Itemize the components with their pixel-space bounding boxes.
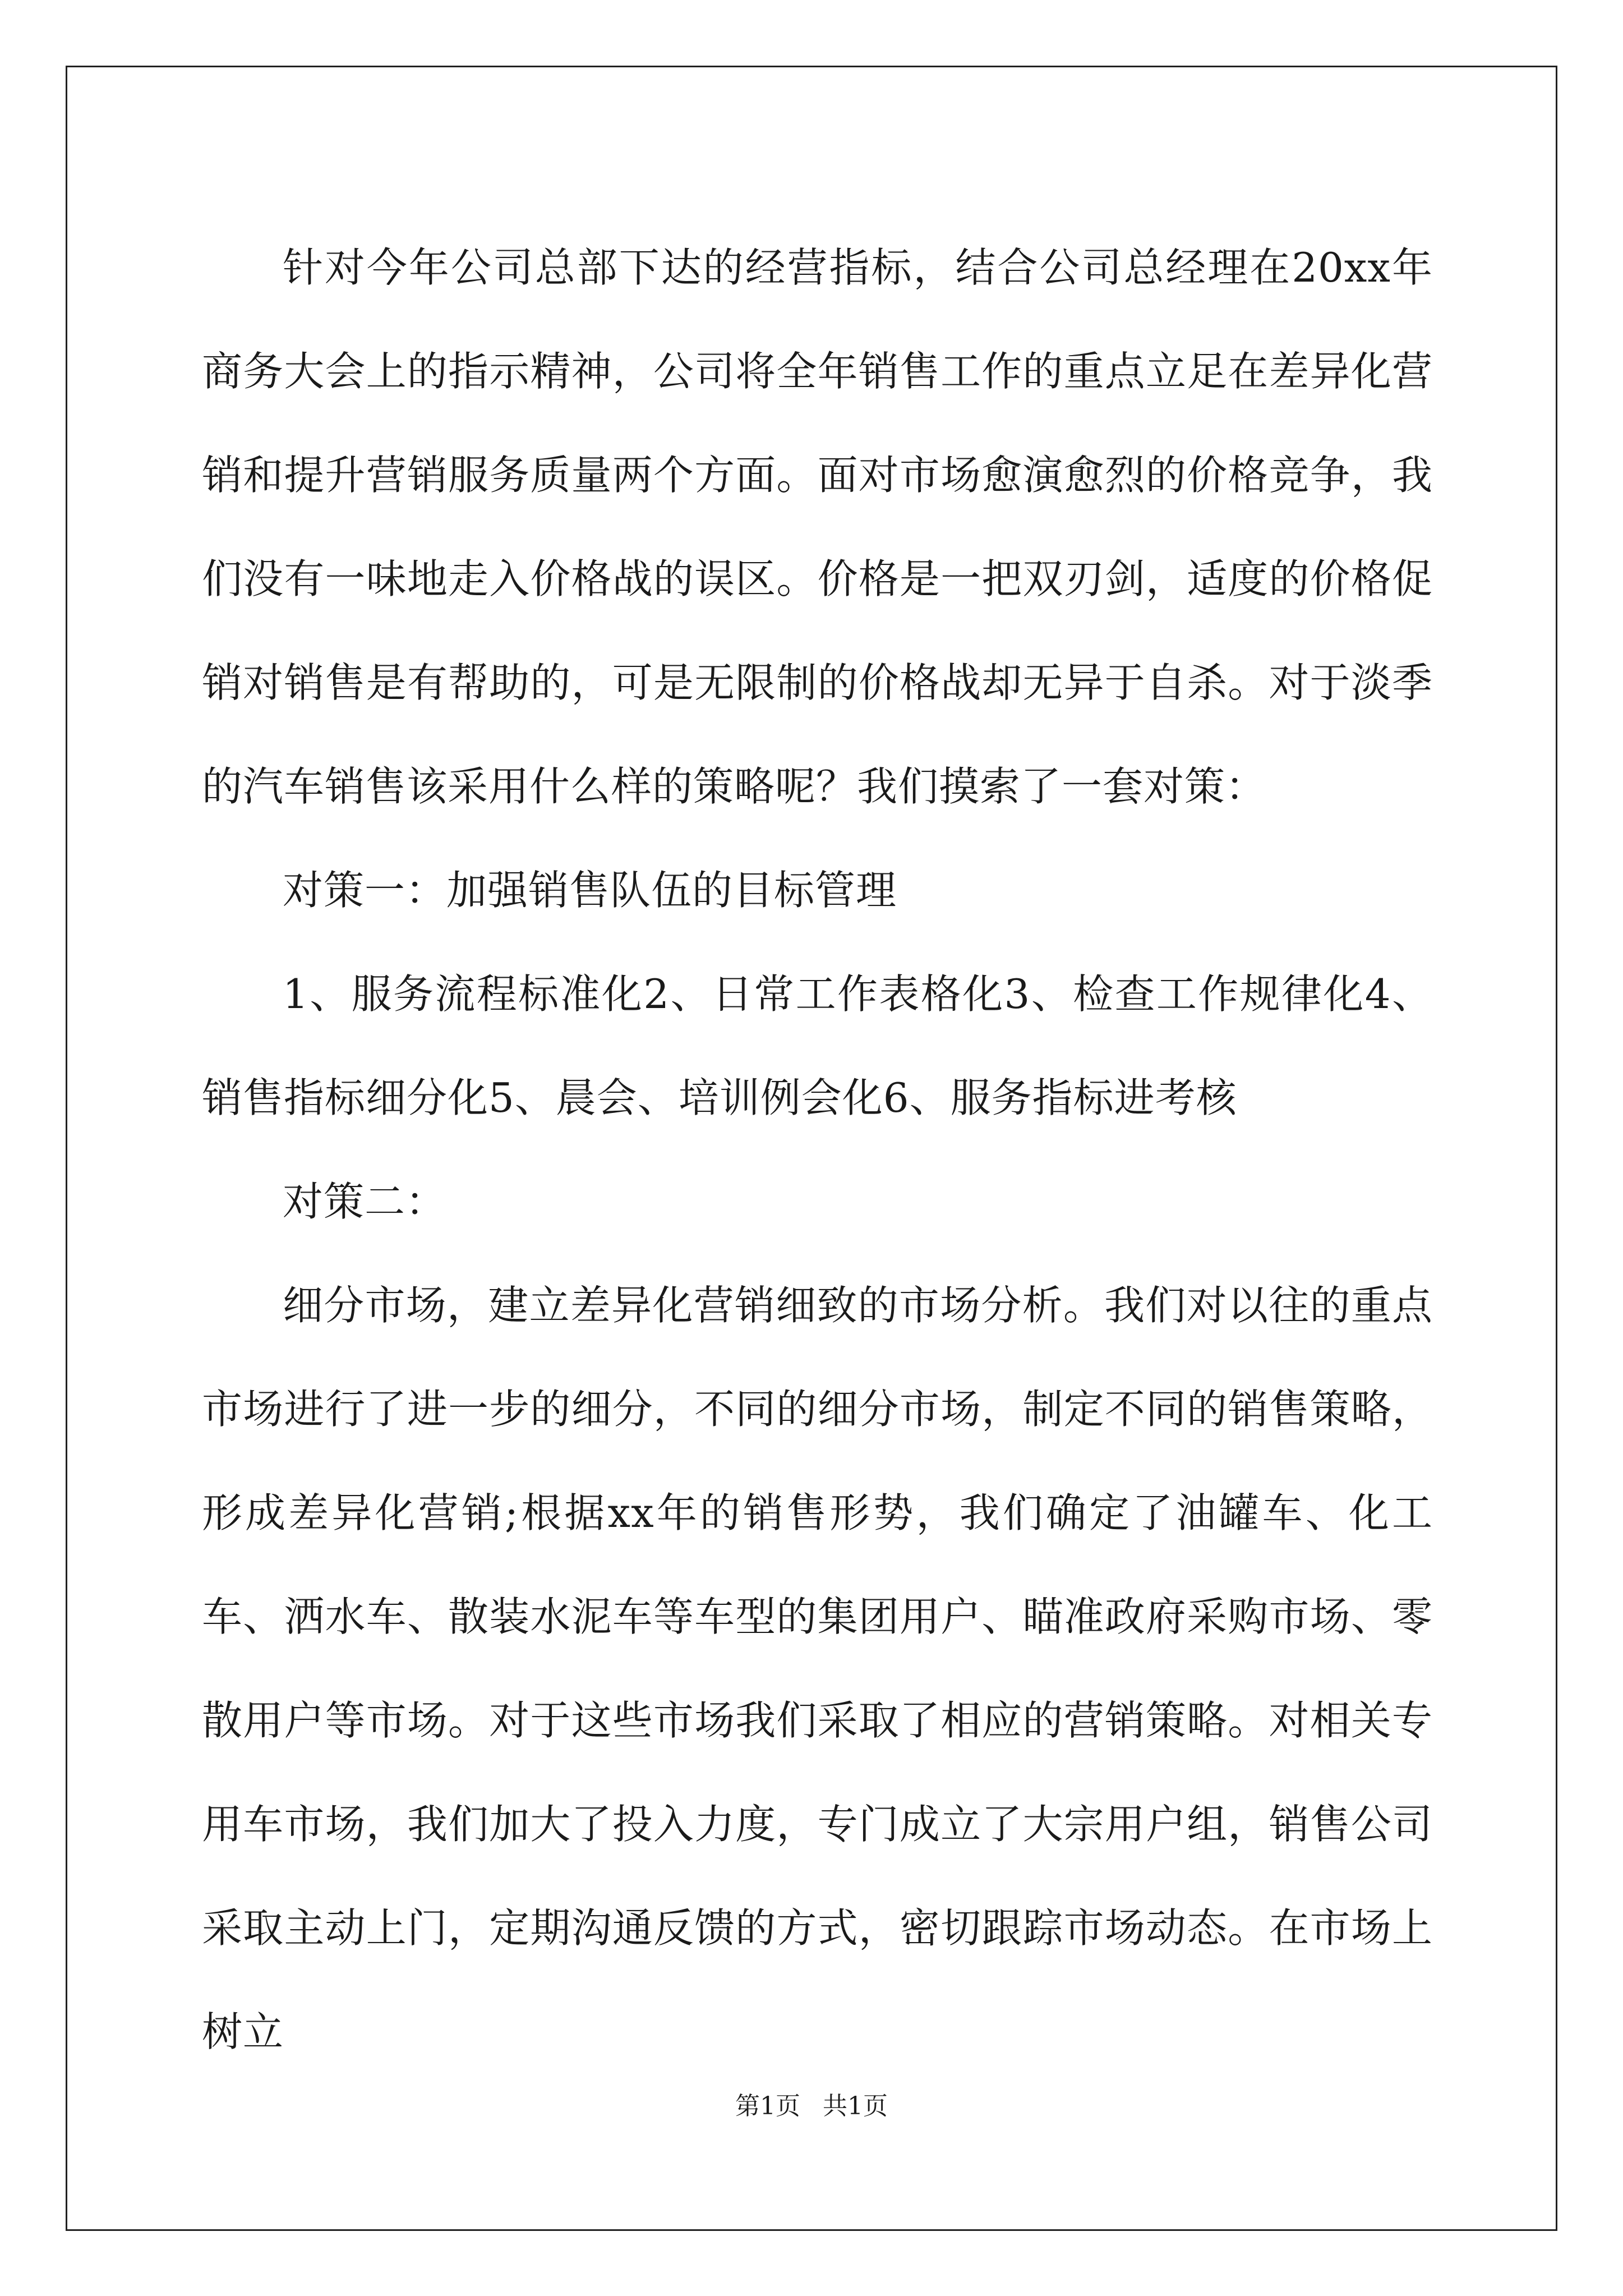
paragraph-strategy-two-heading: 对策二：	[283, 1178, 447, 1225]
page-footer	[0, 2090, 1623, 2123]
page-number-total: 共1页	[823, 2092, 888, 2120]
page-number-current: 第1页	[735, 2092, 800, 2120]
paragraph-strategy-one-heading: 对策一：加强销售队伍的目标管理	[283, 867, 897, 914]
paragraph-intro: 针对今年公司总部下达的经营指标，结合公司总经理在20xx年商务大会上的指示精神，公司将全年销售工作的重点立足在差异化营销和提升营销服务质量两个方面。面对市场愈演愈烈的价格竞争，我们没有一味地走入价格战的误区。价格是一把双刃剑，适度的价格促销对销售是有帮助的，可是无限制的价格战却无异于自杀。对于淡季的汽车销售该采用什么样的策略呢？我们摸索了一套对策：	[202, 244, 1433, 810]
document-body	[202, 216, 1433, 2084]
paragraph-strategy-one-items: 1、服务流程标准化2、日常工作表格化3、检查工作规律化4、销售指标细分化5、晨会、培训例会化6、服务指标进考核	[202, 970, 1433, 1121]
paragraph-strategy-two-body: 细分市场，建立差异化营销细致的市场分析。我们对以往的重点市场进行了进一步的细分，不同的细分市场，制定不同的销售策略，形成差异化营销;根据xx年的销售形势，我们确定了油罐车、化工车、洒水车、散装水泥车等车型的集团用户、瞄准政府采购市场、零散用户等市场。对于这些市场我们采取了相应的营销策略。对相关专用车市场，我们加大了投入力度，专门成立了大宗用户组，销售公司采取主动上门，定期沟通反馈的方式，密切跟踪市场动态。在市场上树立	[202, 1282, 1433, 2055]
